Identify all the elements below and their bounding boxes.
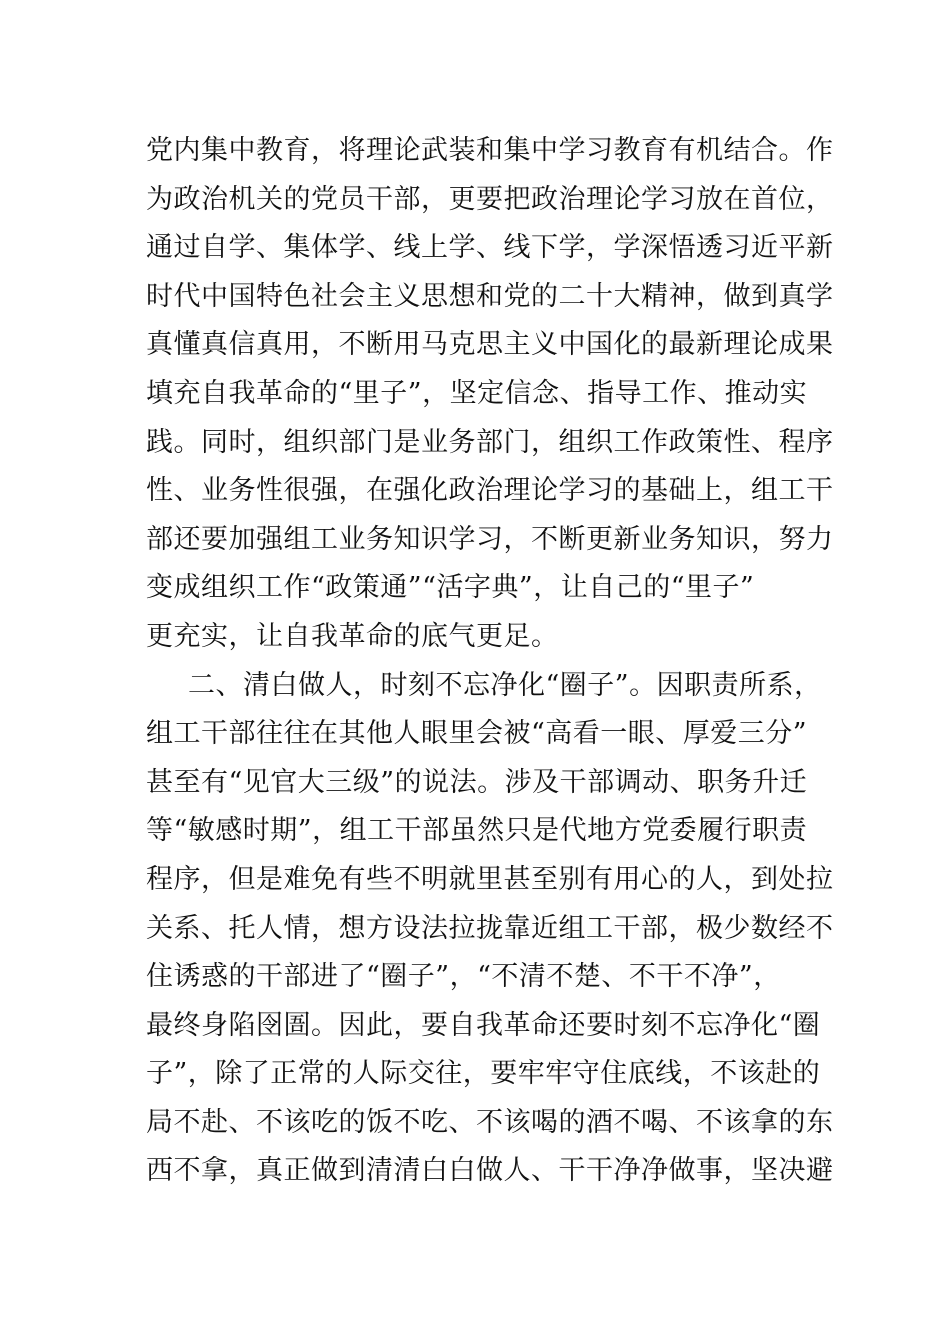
document-body: [146, 127, 834, 1196]
text-line: 更充实，让自我革命的底气更足。: [146, 620, 559, 652]
text-line: 局不赴、不该吃的饭不吃、不该喝的酒不喝、不该拿的东: [146, 1106, 834, 1138]
paragraph-2: [146, 662, 834, 1197]
text-line: 性、业务性很强，在强化政治理论学习的基础上，组工干: [146, 475, 834, 507]
text-line: 等“敏感时期”，组工干部虽然只是代地方党委履行职责: [146, 815, 808, 847]
text-line: 最终身陷囹圄。因此，要自我革命还要时刻不忘净化“圈: [146, 1009, 821, 1041]
text-line: 部还要加强组工业务知识学习，不断更新业务知识，努力: [146, 523, 834, 555]
text-line: 时代中国特色社会主义思想和党的二十大精神，做到真学: [146, 280, 834, 312]
text-line: 组工干部往往在其他人眼里会被“高看一眼、厚爱三分”: [146, 718, 808, 750]
paragraph-1: [146, 127, 834, 662]
text-line: 真懂真信真用，不断用马克思主义中国化的最新理论成果: [146, 329, 834, 361]
text-line: 西不拿，真正做到清清白白做人、干干净净做事，坚决避: [146, 1155, 834, 1187]
text-line: 甚至有“见官大三级”的说法。涉及干部调动、职务升迁: [146, 766, 808, 798]
text-line: 践。同时，组织部门是业务部门，组织工作政策性、程序: [146, 426, 834, 458]
text-line: 填充自我革命的“里子”，坚定信念、指导工作、推动实: [146, 377, 808, 409]
text-line: 变成组织工作“政策通”“活字典”，让自己的“里子”: [146, 572, 755, 604]
text-line: 住诱惑的干部进了“圈子”，“不清不楚、不干不净”，: [146, 961, 781, 993]
text-line: 为政治机关的党员干部，更要把政治理论学习放在首位，: [146, 183, 834, 215]
text-line: 关系、托人情，想方设法拉拢靠近组工干部，极少数经不: [146, 912, 834, 944]
text-line: 通过自学、集体学、线上学、线下学，学深悟透习近平新: [146, 232, 834, 264]
text-line: 二、清白做人，时刻不忘净化“圈子”。因职责所系，: [188, 669, 822, 701]
text-line: 子”，除了正常的人际交往，要牢牢守住底线，不该赴的: [146, 1058, 821, 1090]
text-line: 程序，但是难免有些不明就里甚至别有用心的人，到处拉: [146, 863, 834, 895]
text-line: 党内集中教育，将理论武装和集中学习教育有机结合。作: [146, 135, 834, 166]
